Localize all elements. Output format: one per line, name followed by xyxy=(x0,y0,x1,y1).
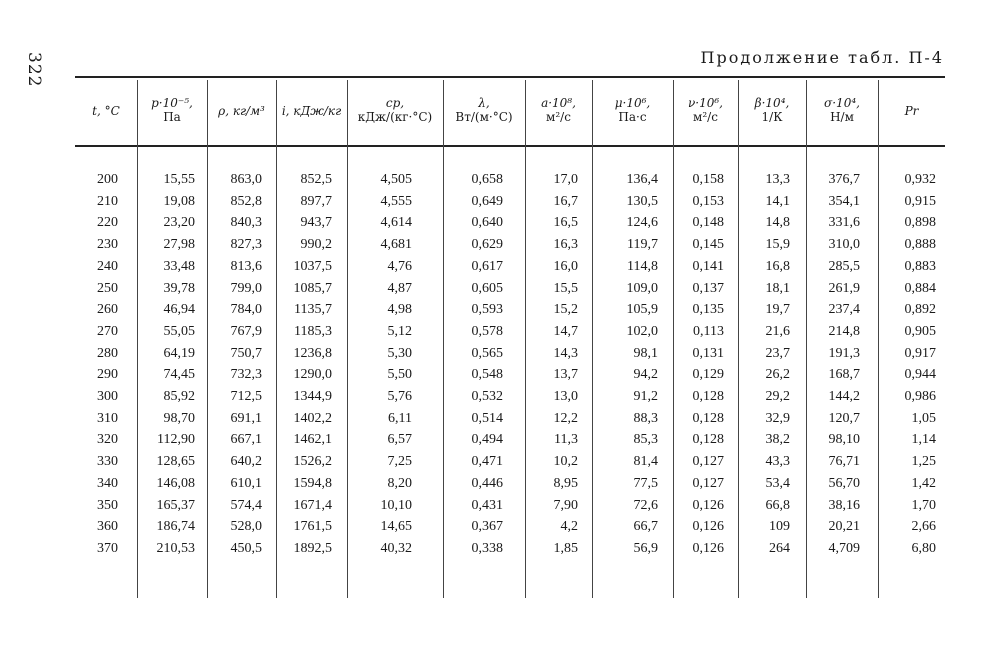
table-cell: 81,4 xyxy=(633,454,658,470)
table-cell: 5,30 xyxy=(387,345,412,361)
table-cell: 943,7 xyxy=(300,215,332,231)
column-header xyxy=(673,96,738,124)
table-cell: 191,3 xyxy=(828,345,860,361)
header-rule xyxy=(75,145,945,147)
table-cell: 124,6 xyxy=(626,215,658,231)
table-cell: 165,37 xyxy=(156,497,195,513)
table-cell: 1236,8 xyxy=(293,345,332,361)
table-cell: 2,66 xyxy=(911,519,936,535)
table-cell: 40,32 xyxy=(380,540,412,556)
table-cell: 331,6 xyxy=(828,215,860,231)
table-cell: 20,21 xyxy=(828,519,860,535)
column-divider xyxy=(207,80,208,598)
table-cell: 0,888 xyxy=(904,237,936,253)
table-cell: 8,20 xyxy=(387,475,412,491)
table-cell: 1,85 xyxy=(553,540,578,556)
table-cell: 109 xyxy=(769,519,790,535)
table-cell: 1185,3 xyxy=(294,323,332,339)
table-cell: 732,3 xyxy=(230,367,262,383)
table-cell: 750,7 xyxy=(230,345,262,361)
table-cell: 1,05 xyxy=(911,410,936,426)
table-cell: 360 xyxy=(97,519,118,535)
table-cell: 21,6 xyxy=(765,323,790,339)
table-cell: 280 xyxy=(97,345,118,361)
table-cell: 168,7 xyxy=(828,367,860,383)
table-cell: 0,141 xyxy=(692,258,724,274)
table-cell: 210,53 xyxy=(156,540,195,556)
table-cell: 53,4 xyxy=(765,475,790,491)
table-cell: 0,367 xyxy=(471,519,503,535)
header-line1: p·10⁻⁵, xyxy=(151,96,193,110)
table-cell: 1,25 xyxy=(911,454,936,470)
table-cell: 14,7 xyxy=(553,323,578,339)
column-divider xyxy=(878,80,879,598)
table-cell: 827,3 xyxy=(230,237,262,253)
table-cell: 91,2 xyxy=(633,389,658,404)
header-line1: t, °C xyxy=(92,104,120,118)
table-cell: 852,5 xyxy=(300,172,332,187)
table-cell: 310 xyxy=(97,410,118,426)
table-cell: 1402,2 xyxy=(293,410,332,426)
table-cell: 0,153 xyxy=(692,193,724,209)
table-cell: 38,16 xyxy=(828,497,860,513)
header-line2: 1/К xyxy=(761,110,783,124)
table-cell: 15,55 xyxy=(163,172,195,187)
table-cell: 19,7 xyxy=(765,302,790,318)
table-cell: 1,14 xyxy=(911,432,936,448)
table-cell: 340 xyxy=(97,475,118,491)
table-cell: 0,494 xyxy=(471,432,503,448)
table-cell: 4,709 xyxy=(828,540,860,556)
table-cell: 14,65 xyxy=(380,519,412,535)
table-cell: 450,5 xyxy=(230,540,262,556)
table-cell: 840,3 xyxy=(230,215,262,231)
header-line2: Па·с xyxy=(618,110,647,124)
table-cell: 300 xyxy=(97,389,118,404)
table-cell: 0,986 xyxy=(904,389,936,404)
header-line2: Вт/(м·°С) xyxy=(455,110,513,124)
table-cell: 119,7 xyxy=(627,237,658,253)
table-cell: 109,0 xyxy=(626,280,658,296)
table-cell: 0,148 xyxy=(692,215,724,231)
column-divider xyxy=(443,80,444,598)
table-cell: 33,48 xyxy=(163,258,195,274)
table-cell: 214,8 xyxy=(828,323,860,339)
table-cell: 1085,7 xyxy=(293,280,332,296)
table-cell: 0,905 xyxy=(904,323,936,339)
table-cell: 1462,1 xyxy=(293,432,332,448)
table-cell: 76,71 xyxy=(828,454,860,470)
table-cell: 13,3 xyxy=(765,172,790,187)
table-cell: 897,7 xyxy=(300,193,332,209)
table-cell: 64,19 xyxy=(163,345,195,361)
table-cell: 15,9 xyxy=(765,237,790,253)
column-header xyxy=(276,104,347,118)
column-divider xyxy=(525,80,526,598)
table-cell: 250 xyxy=(97,280,118,296)
table-cell: 16,7 xyxy=(553,193,578,209)
table-cell: 1671,4 xyxy=(293,497,332,513)
table-cell: 0,578 xyxy=(471,323,503,339)
table-cell: 376,7 xyxy=(828,172,860,187)
table-cell: 7,25 xyxy=(387,454,412,470)
table-cell: 146,08 xyxy=(156,475,195,491)
table-cell: 1892,5 xyxy=(293,540,332,556)
table-cell: 105,9 xyxy=(626,302,658,318)
table-cell: 16,0 xyxy=(553,258,578,274)
table-cell: 320 xyxy=(97,432,118,448)
table-cell: 4,98 xyxy=(387,302,412,318)
header-line1: Pr xyxy=(904,104,919,118)
table-cell: 0,917 xyxy=(904,345,936,361)
table-cell: 72,6 xyxy=(633,497,658,513)
table-cell: 767,9 xyxy=(230,323,262,339)
table-caption: Продолжение табл. П-4 xyxy=(700,48,944,67)
table-cell: 1761,5 xyxy=(293,519,332,535)
table-cell: 0,944 xyxy=(904,367,936,383)
column-header xyxy=(878,104,945,118)
table-cell: 130,5 xyxy=(626,193,658,209)
header-line1: σ·10⁴, xyxy=(824,96,860,110)
table-cell: 610,1 xyxy=(230,475,262,491)
table-cell: 1,70 xyxy=(911,497,936,513)
column-divider xyxy=(738,80,739,598)
table-cell: 85,92 xyxy=(163,389,195,404)
table-cell: 354,1 xyxy=(828,193,860,209)
table-cell: 0,649 xyxy=(471,193,503,209)
table-cell: 10,2 xyxy=(553,454,578,470)
table-cell: 10,10 xyxy=(380,497,412,513)
table-cell: 85,3 xyxy=(633,432,658,448)
table-cell: 0,128 xyxy=(692,432,724,448)
table-cell: 14,1 xyxy=(765,193,790,209)
header-line1: cp, xyxy=(385,96,405,110)
table-cell: 4,555 xyxy=(380,193,412,209)
table-cell: 784,0 xyxy=(230,302,262,318)
table-cell: 240 xyxy=(97,258,118,274)
table-cell: 0,617 xyxy=(471,258,503,274)
column-divider xyxy=(347,80,348,598)
table-cell: 0,431 xyxy=(471,497,503,513)
header-line1: λ, xyxy=(478,96,490,110)
table-cell: 1,42 xyxy=(911,475,936,491)
table-cell: 0,593 xyxy=(471,302,503,318)
table-cell: 43,3 xyxy=(765,454,790,470)
table-cell: 16,5 xyxy=(553,215,578,231)
table-cell: 186,74 xyxy=(156,519,195,535)
table-cell: 0,135 xyxy=(692,302,724,318)
table-cell: 17,0 xyxy=(553,172,578,187)
table-cell: 98,70 xyxy=(163,410,195,426)
table-cell: 0,113 xyxy=(693,323,724,339)
table-cell: 98,10 xyxy=(828,432,860,448)
header-line1: β·10⁴, xyxy=(754,96,790,110)
table-cell: 6,80 xyxy=(911,540,936,556)
column-header xyxy=(592,96,673,124)
table-cell: 863,0 xyxy=(230,172,262,187)
table-cell: 23,20 xyxy=(163,215,195,231)
table-cell: 0,548 xyxy=(471,367,503,383)
column-header xyxy=(738,96,806,124)
table-cell: 23,7 xyxy=(765,345,790,361)
table-cell: 8,95 xyxy=(553,475,578,491)
table-cell: 691,1 xyxy=(230,410,262,426)
table-cell: 4,681 xyxy=(380,237,412,253)
table-cell: 12,2 xyxy=(553,410,578,426)
table-cell: 4,505 xyxy=(380,172,412,187)
table-cell: 667,1 xyxy=(230,432,262,448)
table-cell: 285,5 xyxy=(828,258,860,274)
table-cell: 16,8 xyxy=(765,258,790,274)
column-divider xyxy=(592,80,593,598)
table-cell: 15,2 xyxy=(553,302,578,318)
table-cell: 128,65 xyxy=(156,454,195,470)
table-cell: 210 xyxy=(97,193,118,209)
table-cell: 6,11 xyxy=(388,410,412,426)
table-cell: 74,45 xyxy=(163,367,195,383)
table-cell: 220 xyxy=(97,215,118,231)
header-line1: ρ, кг/м³ xyxy=(218,104,265,118)
table-cell: 1290,0 xyxy=(293,367,332,383)
table-cell: 0,658 xyxy=(471,172,503,187)
table-cell: 270 xyxy=(97,323,118,339)
table-cell: 0,158 xyxy=(692,172,724,187)
table-cell: 0,126 xyxy=(692,497,724,513)
header-line2: м²/с xyxy=(693,110,718,124)
table-cell: 310,0 xyxy=(828,237,860,253)
table-cell: 0,128 xyxy=(692,389,724,404)
header-line1: a·10⁸, xyxy=(541,96,576,110)
table-cell: 712,5 xyxy=(230,389,262,404)
column-divider xyxy=(276,80,277,598)
table-cell: 200 xyxy=(97,172,118,187)
table-cell: 0,892 xyxy=(904,302,936,318)
table-cell: 6,57 xyxy=(387,432,412,448)
top-rule xyxy=(75,76,945,78)
table-cell: 1594,8 xyxy=(293,475,332,491)
table-cell: 0,127 xyxy=(692,475,724,491)
table-cell: 16,3 xyxy=(553,237,578,253)
table-cell: 66,8 xyxy=(765,497,790,513)
table-cell: 0,131 xyxy=(692,345,724,361)
table-cell: 5,76 xyxy=(387,389,412,404)
table-cell: 14,3 xyxy=(553,345,578,361)
table-cell: 136,4 xyxy=(626,172,658,187)
table-cell: 0,446 xyxy=(471,475,503,491)
column-header xyxy=(137,96,207,124)
table-cell: 0,471 xyxy=(471,454,503,470)
table-cell: 94,2 xyxy=(633,367,658,383)
table-cell: 46,94 xyxy=(163,302,195,318)
table-cell: 0,532 xyxy=(471,389,503,404)
table-cell: 66,7 xyxy=(633,519,658,535)
table-cell: 1037,5 xyxy=(293,258,332,274)
table-cell: 0,128 xyxy=(692,410,724,426)
header-line2: Н/м xyxy=(830,110,854,124)
table-cell: 5,50 xyxy=(387,367,412,383)
header-line1: i, кДж/кг xyxy=(281,104,342,118)
table-cell: 32,9 xyxy=(765,410,790,426)
table-cell: 144,2 xyxy=(828,389,860,404)
table-cell: 640,2 xyxy=(230,454,262,470)
table-cell: 29,2 xyxy=(765,389,790,404)
table-cell: 56,9 xyxy=(633,540,658,556)
table-cell: 11,3 xyxy=(554,432,578,448)
table-cell: 0,565 xyxy=(471,345,503,361)
table-cell: 120,7 xyxy=(828,410,860,426)
header-line1: ν·10⁶, xyxy=(687,96,723,110)
table-cell: 13,7 xyxy=(553,367,578,383)
table-cell: 261,9 xyxy=(828,280,860,296)
table-cell: 230 xyxy=(97,237,118,253)
table-cell: 0,605 xyxy=(471,280,503,296)
page-number: 322 xyxy=(24,52,44,88)
table-cell: 0,145 xyxy=(692,237,724,253)
table-cell: 237,4 xyxy=(828,302,860,318)
table-cell: 55,05 xyxy=(163,323,195,339)
table-cell: 0,884 xyxy=(904,280,936,296)
table-cell: 13,0 xyxy=(553,389,578,404)
table-cell: 0,126 xyxy=(692,540,724,556)
table-cell: 114,8 xyxy=(627,258,658,274)
column-divider xyxy=(137,80,138,598)
table-cell: 0,338 xyxy=(471,540,503,556)
header-line2: кДж/(кг·°С) xyxy=(357,110,433,124)
table-cell: 260 xyxy=(97,302,118,318)
table-cell: 990,2 xyxy=(300,237,332,253)
table-cell: 290 xyxy=(97,367,118,383)
table-cell: 14,8 xyxy=(765,215,790,231)
column-header xyxy=(75,104,137,118)
table-cell: 39,78 xyxy=(163,280,195,296)
table-cell: 0,932 xyxy=(904,172,936,187)
table-cell: 852,8 xyxy=(230,193,262,209)
table-cell: 98,1 xyxy=(633,345,658,361)
column-header xyxy=(525,96,592,124)
header-line2: Па xyxy=(163,110,181,124)
table-cell: 15,5 xyxy=(553,280,578,296)
table-cell: 5,12 xyxy=(387,323,412,339)
table-cell: 264 xyxy=(769,540,790,556)
column-header xyxy=(347,96,443,124)
table-cell: 27,98 xyxy=(163,237,195,253)
header-line2: м²/с xyxy=(546,110,571,124)
table-cell: 56,70 xyxy=(828,475,860,491)
table-cell: 19,08 xyxy=(163,193,195,209)
table-cell: 0,126 xyxy=(692,519,724,535)
table-cell: 1526,2 xyxy=(293,454,332,470)
table-cell: 4,614 xyxy=(380,215,412,231)
column-header xyxy=(207,104,276,118)
table-cell: 1344,9 xyxy=(293,389,332,404)
table-cell: 26,2 xyxy=(765,367,790,383)
table-cell: 0,514 xyxy=(471,410,503,426)
table-cell: 799,0 xyxy=(230,280,262,296)
table-cell: 0,137 xyxy=(692,280,724,296)
table-cell: 0,629 xyxy=(471,237,503,253)
column-divider xyxy=(673,80,674,598)
table-cell: 88,3 xyxy=(633,410,658,426)
table-cell: 0,898 xyxy=(904,215,936,231)
table-cell: 38,2 xyxy=(765,432,790,448)
header-line1: μ·10⁶, xyxy=(614,96,651,110)
table-cell: 7,90 xyxy=(553,497,578,513)
table-cell: 0,640 xyxy=(471,215,503,231)
table-cell: 0,915 xyxy=(904,193,936,209)
table-cell: 0,883 xyxy=(904,258,936,274)
table-cell: 112,90 xyxy=(157,432,195,448)
table-cell: 528,0 xyxy=(230,519,262,535)
table-cell: 813,6 xyxy=(230,258,262,274)
table-cell: 102,0 xyxy=(626,323,658,339)
column-header xyxy=(443,96,525,124)
table-cell: 4,76 xyxy=(387,258,412,274)
table-cell: 0,129 xyxy=(692,367,724,383)
table-cell: 350 xyxy=(97,497,118,513)
column-header xyxy=(806,96,878,124)
table-cell: 4,2 xyxy=(560,519,578,535)
table-cell: 77,5 xyxy=(633,475,658,491)
column-divider xyxy=(806,80,807,598)
table-cell: 1135,7 xyxy=(294,302,332,318)
table-cell: 18,1 xyxy=(765,280,790,296)
table-cell: 4,87 xyxy=(387,280,412,296)
table-cell: 0,127 xyxy=(692,454,724,470)
table-cell: 370 xyxy=(97,540,118,556)
table-cell: 330 xyxy=(97,454,118,470)
table-cell: 574,4 xyxy=(230,497,262,513)
